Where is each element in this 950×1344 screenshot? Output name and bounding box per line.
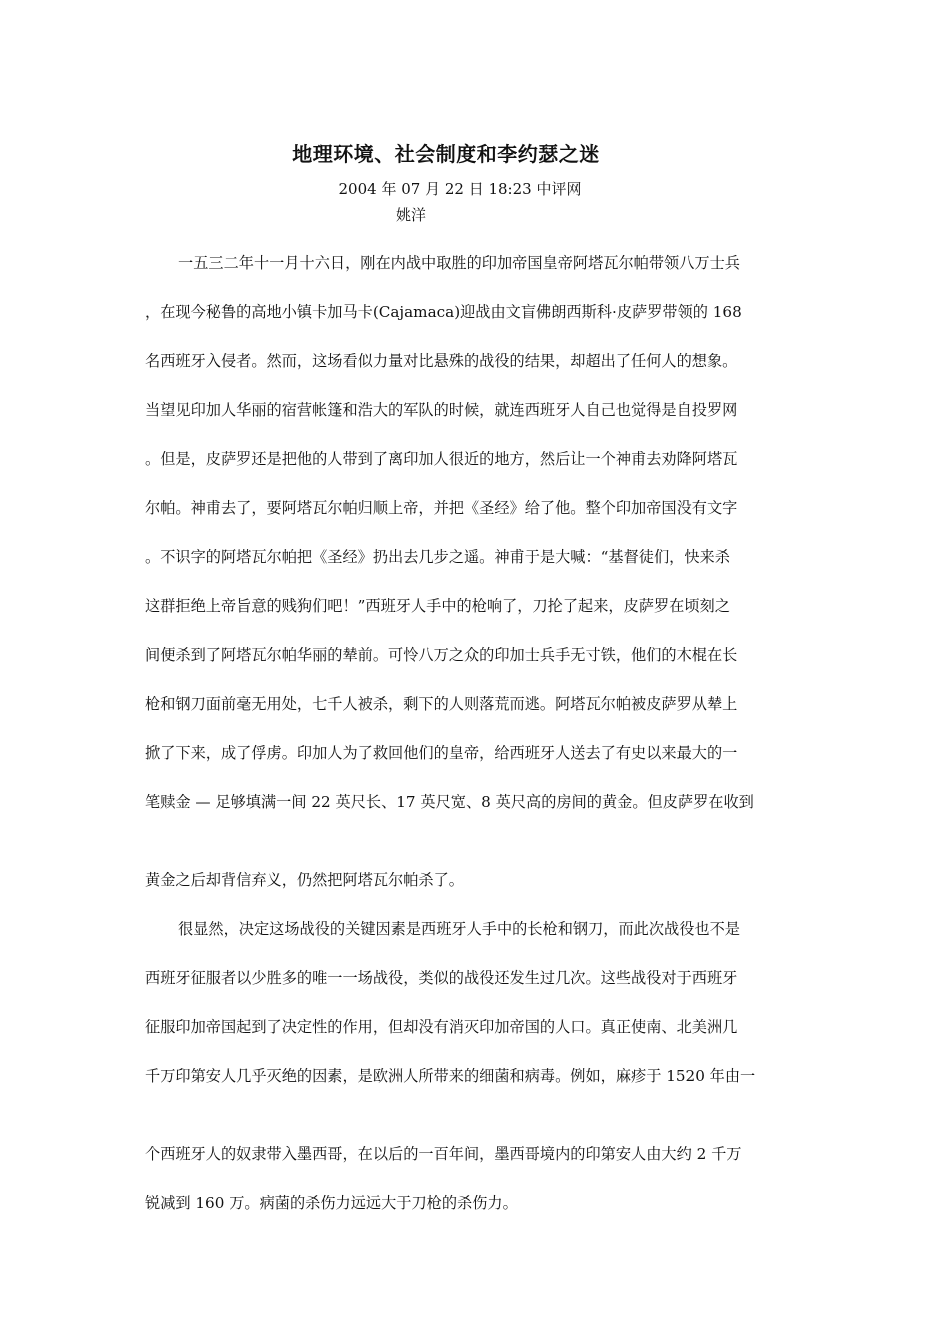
body-line: 枪和钢刀面前毫无用处，七千人被杀，剩下的人则落荒而逃。阿塔瓦尔帕被皮萨罗从辇上 bbox=[145, 695, 738, 713]
body-line: 当望见印加人华丽的宿营帐篷和浩大的军队的时候，就连西班牙人自己也觉得是自投罗网 bbox=[145, 401, 738, 419]
body-line: 黄金之后却背信弃义，仍然把阿塔瓦尔帕杀了。 bbox=[145, 871, 464, 889]
body-line: 千万印第安人几乎灭绝的因素，是欧洲人所带来的细菌和病毒。例如，麻疹于 1520 年由一 bbox=[145, 1067, 756, 1085]
article-author: 姚洋 bbox=[396, 206, 427, 224]
body-line: 。不识字的阿塔瓦尔帕把《圣经》扔出去几步之遥。神甫于是大喊：“基督徒们，快来杀 bbox=[145, 548, 730, 566]
body-line: 征服印加帝国起到了决定性的作用，但却没有消灭印加帝国的人口。真正使南、北美洲几 bbox=[145, 1018, 738, 1036]
body-line: 掀了下来，成了俘虏。印加人为了救回他们的皇帝，给西班牙人送去了有史以来最大的一 bbox=[145, 744, 738, 762]
body-line: 间便杀到了阿塔瓦尔帕华丽的辇前。可怜八万之众的印加士兵手无寸铁，他们的木棍在长 bbox=[145, 646, 738, 664]
body-line: 一五三二年十一月十六日，刚在内战中取胜的印加帝国皇帝阿塔瓦尔帕带领八万士兵 bbox=[178, 254, 740, 272]
body-line: 笔赎金 — 足够填满一间 22 英尺长、17 英尺宽、8 英尺高的房间的黄金。但皮萨罗在收到 bbox=[145, 793, 754, 811]
body-line: 这群拒绝上帝旨意的贱狗们吧！”西班牙人手中的枪响了，刀抡了起来，皮萨罗在顷刻之 bbox=[145, 597, 730, 615]
body-line: 。但是，皮萨罗还是把他的人带到了离印加人很近的地方，然后让一个神甫去劝降阿塔瓦 bbox=[145, 450, 738, 468]
body-line: 锐减到 160 万。病菌的杀伤力远远大于刀枪的杀伤力。 bbox=[145, 1194, 518, 1212]
article-meta: 2004 年 07 月 22 日 18:23 中评网 bbox=[338, 180, 582, 198]
article-title: 地理环境、社会制度和李约瑟之迷 bbox=[292, 142, 600, 166]
body-line: 个西班牙人的奴隶带入墨西哥，在以后的一百年间，墨西哥境内的印第安人由大约 2 千万 bbox=[145, 1145, 742, 1163]
body-line: 西班牙征服者以少胜多的唯一一场战役，类似的战役还发生过几次。这些战役对于西班牙 bbox=[145, 969, 738, 987]
body-line: 名西班牙入侵者。然而，这场看似力量对比悬殊的战役的结果，却超出了任何人的想象。 bbox=[145, 352, 738, 370]
body-line: 尔帕。神甫去了，要阿塔瓦尔帕归顺上帝，并把《圣经》给了他。整个印加帝国没有文字 bbox=[145, 499, 738, 517]
body-line: ，在现今秘鲁的高地小镇卡加马卡(Cajamaca)迎战由文盲佛朗西斯科·皮萨罗带领的 168 bbox=[145, 303, 742, 321]
body-line: 很显然，决定这场战役的关键因素是西班牙人手中的长枪和钢刀，而此次战役也不是 bbox=[178, 920, 740, 938]
